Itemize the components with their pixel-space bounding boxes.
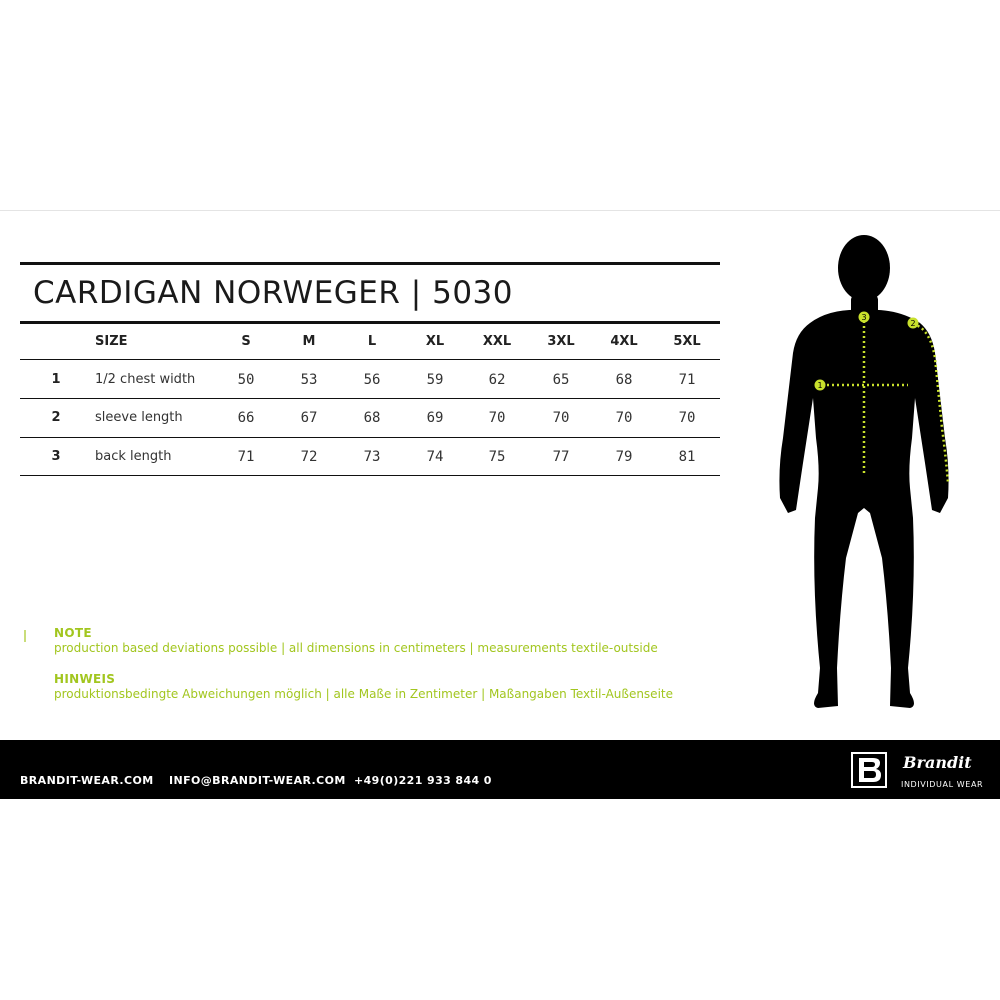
brand-name: Brandit <box>903 753 972 772</box>
table-cell: 68 <box>363 410 381 426</box>
table-cell: 70 <box>678 410 696 426</box>
brandit-logo-icon <box>851 752 887 788</box>
row-number: 2 <box>51 410 61 425</box>
phone-number: +49(0)221 933 844 0 <box>354 774 492 787</box>
body-measurement-figure <box>770 228 970 718</box>
note-text: production based deviations possible | all dimensions in centimeters | measurements textile-outside <box>54 641 658 655</box>
table-cell: 67 <box>300 410 318 426</box>
row-divider <box>20 437 720 438</box>
header-top-rule <box>20 321 720 324</box>
row-number: 1 <box>51 372 61 387</box>
table-cell: 62 <box>488 372 506 388</box>
size-header-m: M <box>302 334 316 349</box>
table-cell: 53 <box>300 372 318 388</box>
note-heading: NOTE <box>54 626 92 640</box>
page-title: CARDIGAN NORWEGER | 5030 <box>33 275 513 311</box>
size-header-5xl: 5XL <box>673 334 701 349</box>
row-divider <box>20 398 720 399</box>
row-label: 1/2 chest width <box>95 372 196 387</box>
size-header-4xl: 4XL <box>610 334 638 349</box>
footer-bar <box>0 740 1000 799</box>
table-cell: 66 <box>237 410 255 426</box>
table-cell: 69 <box>426 410 444 426</box>
note-en <box>54 626 658 655</box>
table-cell: 71 <box>237 449 255 465</box>
note-marker <box>24 630 26 642</box>
row-label: sleeve length <box>95 410 183 425</box>
table-cell: 81 <box>678 449 696 465</box>
table-cell: 75 <box>488 449 506 465</box>
marker-3-label: 3 <box>861 313 867 322</box>
table-cell: 70 <box>552 410 570 426</box>
website-link[interactable]: BRANDIT-WEAR.COM <box>20 774 154 787</box>
size-header-xxl: XXL <box>482 334 512 349</box>
hinweis-heading: HINWEIS <box>54 672 116 686</box>
table-cell: 74 <box>426 449 444 465</box>
table-cell: 77 <box>552 449 570 465</box>
table-cell: 59 <box>426 372 444 388</box>
size-header-s: S <box>241 334 251 349</box>
note-de <box>54 672 673 701</box>
row-label: back length <box>95 449 172 464</box>
table-cell: 50 <box>237 372 255 388</box>
email-link[interactable]: INFO@BRANDIT-WEAR.COM <box>169 774 346 787</box>
size-header-3xl: 3XL <box>547 334 575 349</box>
table-cell: 72 <box>300 449 318 465</box>
size-column-header: SIZE <box>95 334 128 349</box>
marker-2 <box>908 318 919 329</box>
marker-1-label: 1 <box>817 381 823 390</box>
table-cell: 70 <box>615 410 633 426</box>
table-cell: 71 <box>678 372 696 388</box>
hinweis-text: produktionsbedingte Abweichungen möglich | alle Maße in Zentimeter | Maßangaben Textil-Außenseite <box>54 687 673 701</box>
size-header-xl: XL <box>425 334 445 349</box>
size-header-l: L <box>367 334 377 349</box>
row-divider <box>20 359 720 360</box>
table-cell: 56 <box>363 372 381 388</box>
table-cell: 70 <box>488 410 506 426</box>
marker-1 <box>815 380 826 391</box>
marker-2-label: 2 <box>910 319 916 328</box>
row-divider <box>20 475 720 476</box>
table-cell: 79 <box>615 449 633 465</box>
table-top-rule <box>20 262 720 265</box>
table-cell: 65 <box>552 372 570 388</box>
row-number: 3 <box>51 449 61 464</box>
marker-3 <box>859 312 870 323</box>
table-cell: 73 <box>363 449 381 465</box>
brand-tagline: INDIVIDUAL WEAR <box>901 780 984 789</box>
table-cell: 68 <box>615 372 633 388</box>
